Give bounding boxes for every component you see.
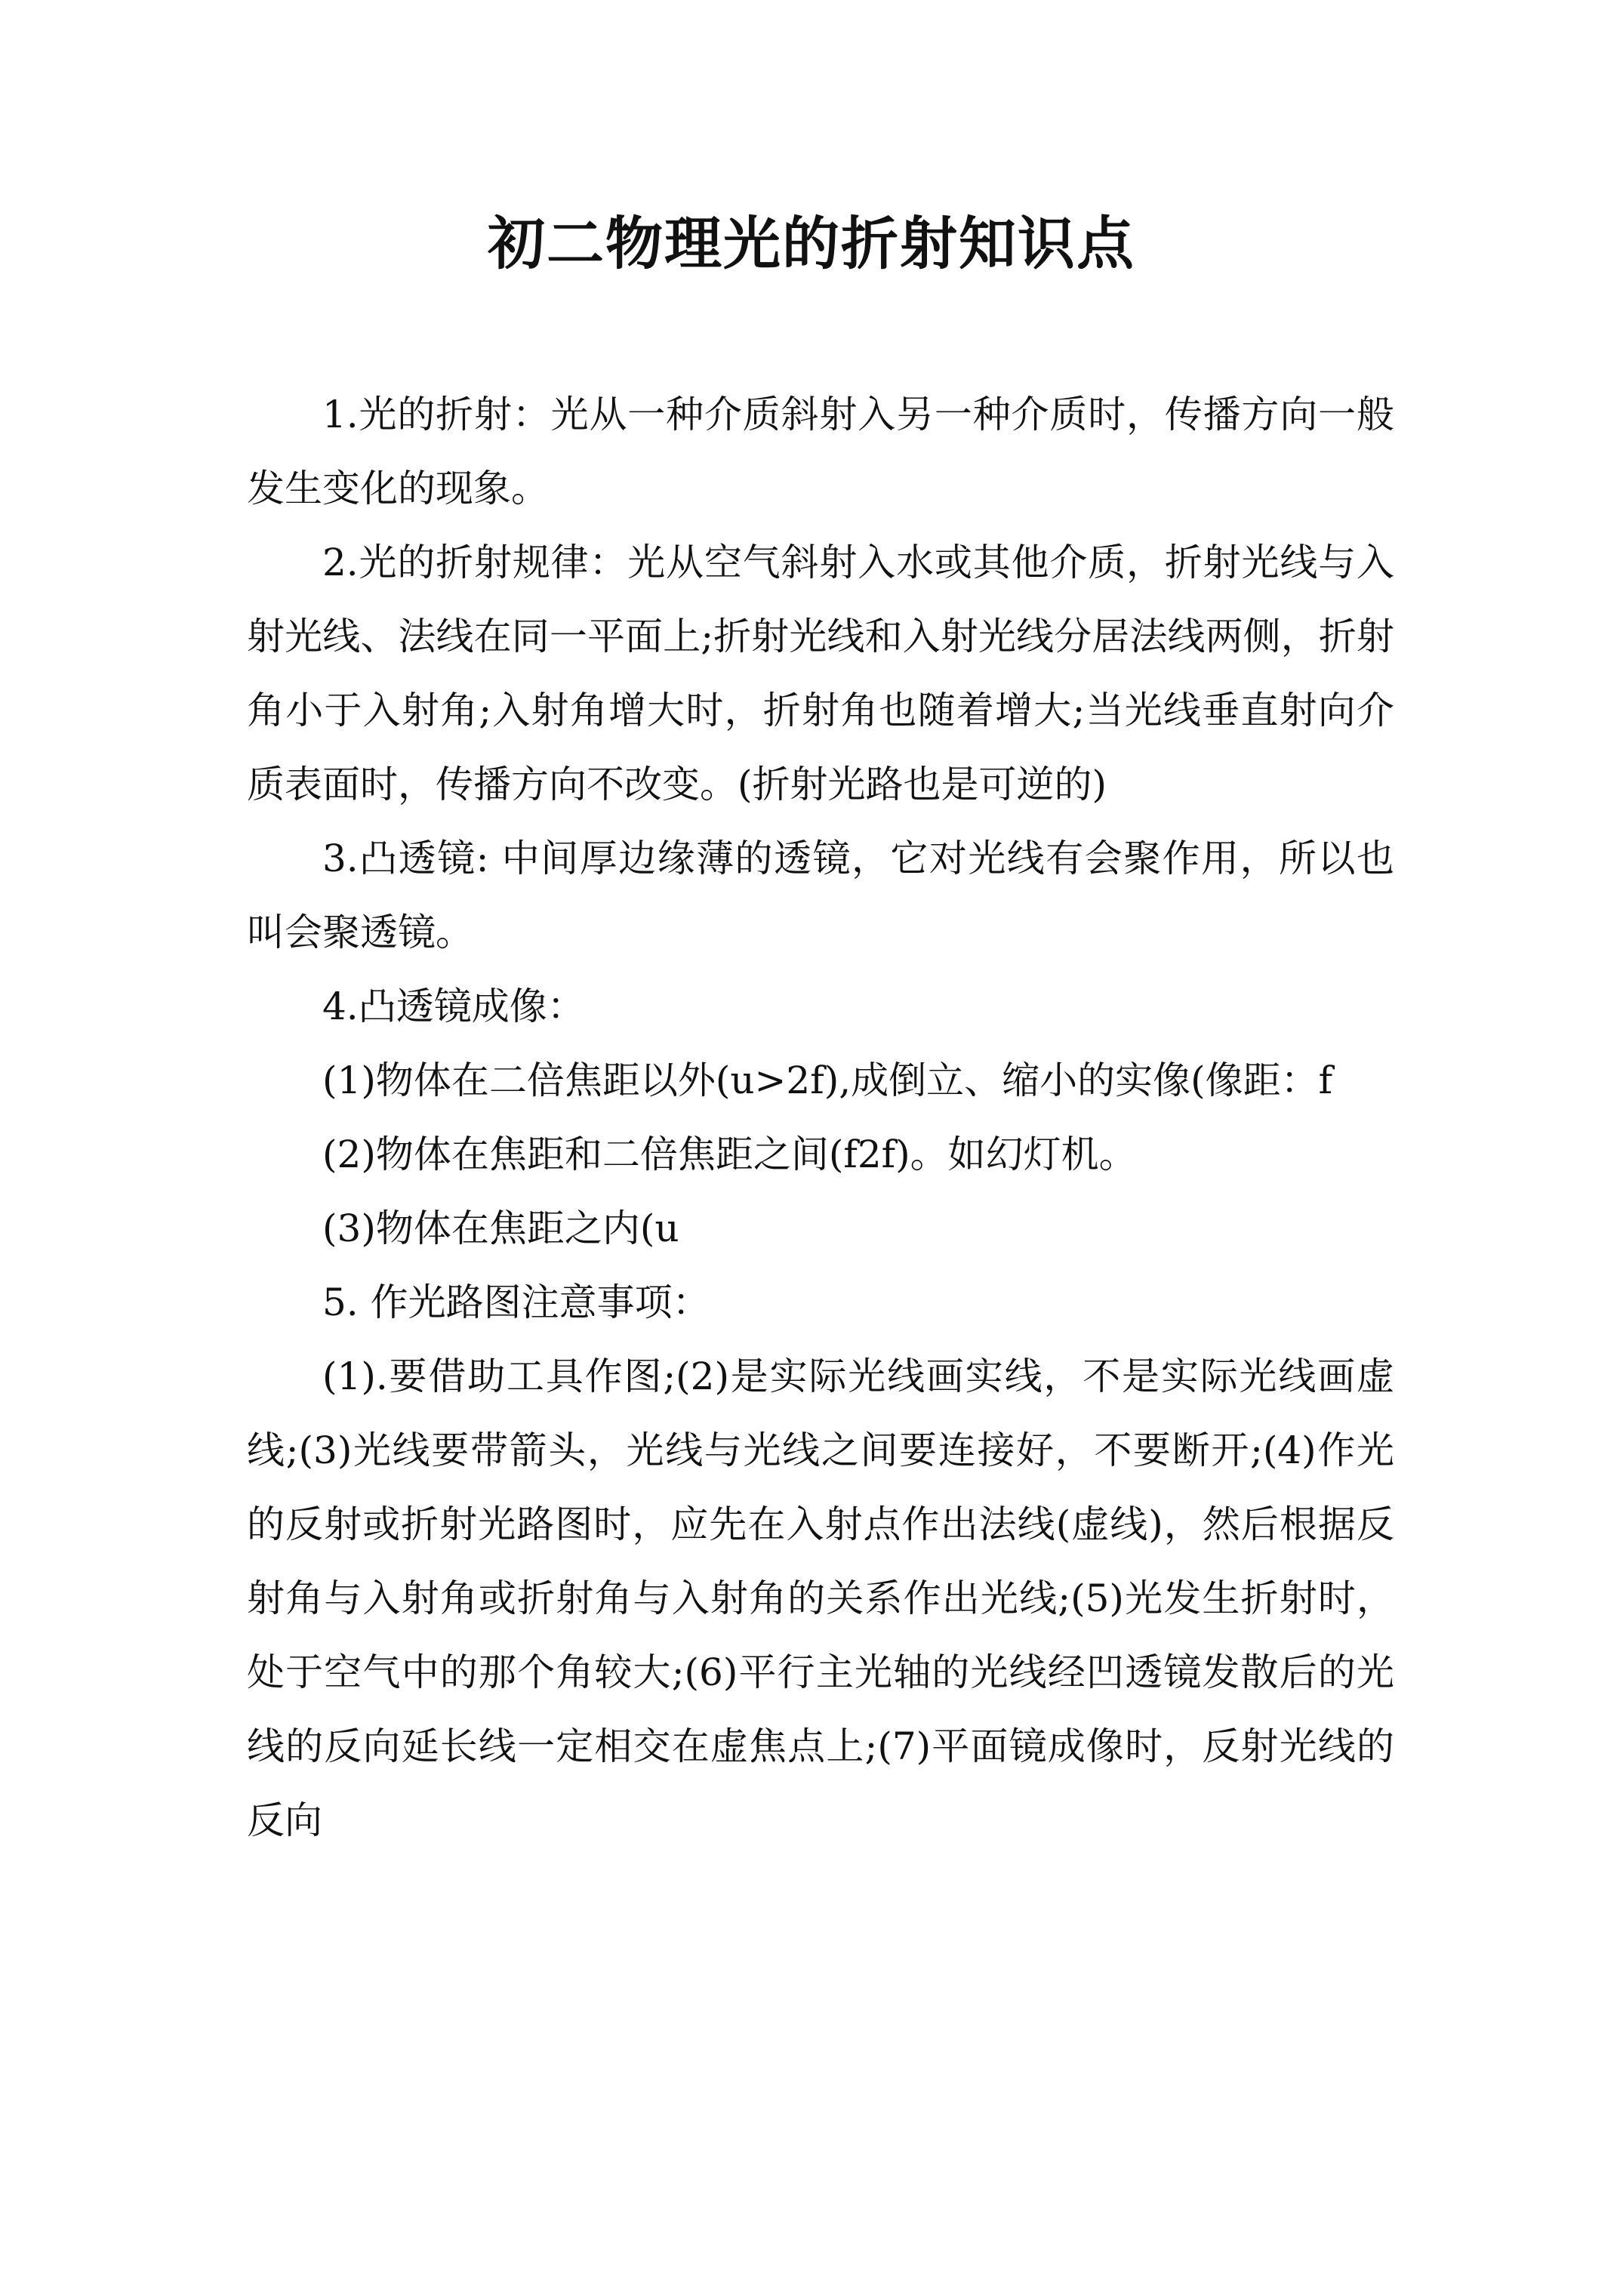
paragraph-refraction-law: 2.光的折射规律：光从空气斜射入水或其他介质，折射光线与入射光线、法线在同一平面上;折射光线和入射光线分居法线两侧，折射角小于入射角;入射角增大时，折射角也随着增大;当光线垂直射向介质表面时，传播方向不改变。(折射光路也是可逆的) <box>247 541 1394 806</box>
paragraph-imaging-case-3: (3)物体在焦距之内(u <box>322 1207 679 1250</box>
paragraph-imaging-case-2: (2)物体在焦距和二倍焦距之间(f2f)。如幻灯机。 <box>322 1133 1137 1176</box>
paragraph-ray-diagram-heading: 5. 作光路图注意事项： <box>322 1281 710 1324</box>
paragraph-imaging-case-1: (1)物体在二倍焦距以外(u>2f),成倒立、缩小的实像(像距：f <box>322 1059 1333 1102</box>
document-title: 初二物理光的折射知识点 <box>488 210 1135 277</box>
paragraph-convex-lens: 3.凸透镜: 中间厚边缘薄的透镜，它对光线有会聚作用，所以也叫会聚透镜。 <box>247 837 1394 954</box>
paragraph-refraction-definition: 1.光的折射：光从一种介质斜射入另一种介质时，传播方向一般发生变化的现象。 <box>247 393 1394 510</box>
paragraph-convex-lens-imaging: 4.凸透镜成像： <box>322 985 585 1028</box>
paragraph-ray-diagram-notes: (1).要借助工具作图;(2)是实际光线画实线，不是实际光线画虚线;(3)光线要带箭头，光线与光线之间要连接好，不要断开;(4)作光的反射或折射光路图时，应先在入射点作出法线(虚线)，然后根据反射角与入射角或折射角与入射角的关系作出光线;(5)光发生折射时，处于空气中的那个角较大;(6)平行主光轴的光线经凹透镜发散后的光线的反向延长线一定相交在虚焦点上;(7)平面镜成像时，反射光线的反向 <box>247 1354 1394 1842</box>
document-body <box>247 378 1394 1857</box>
